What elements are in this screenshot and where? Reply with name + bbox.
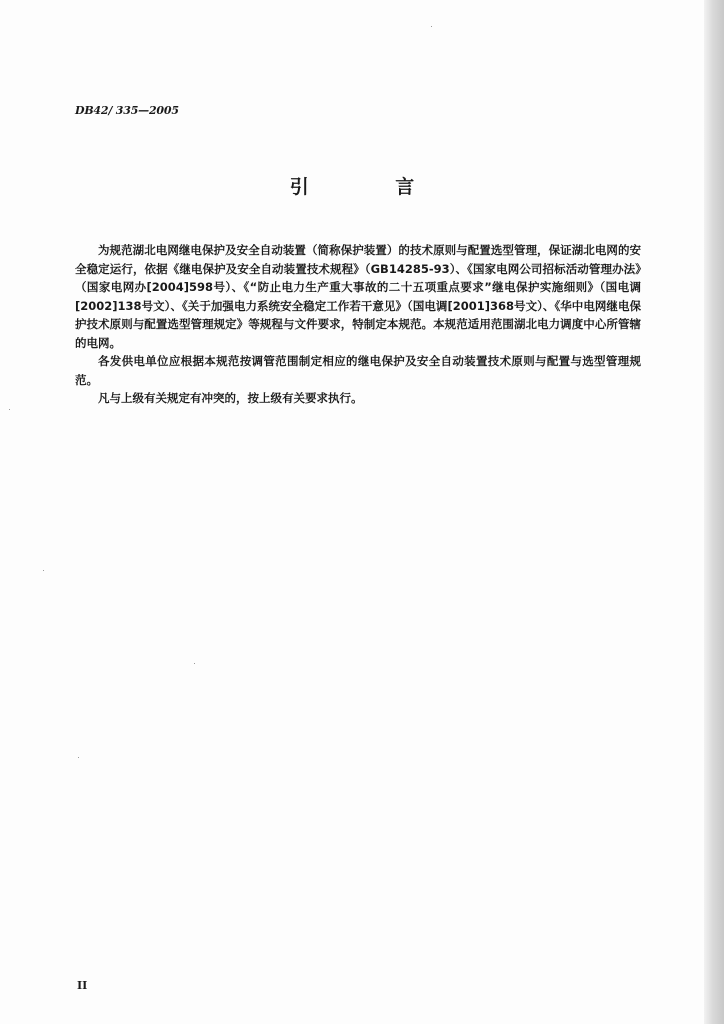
- paragraph-3: 凡与上级有关规定有冲突的，按上级有关要求执行。: [98, 391, 363, 405]
- scan-speck: [78, 757, 79, 758]
- scan-speck: [43, 570, 44, 571]
- page-title: 引 言: [289, 176, 455, 198]
- scan-speck: [9, 409, 10, 410]
- page-number: II: [77, 979, 88, 992]
- paragraph-2: 各发供电单位应根据本规范按调管范围制定相应的继电保护及安全自动装置技术原则与配置与选型管理规范。: [75, 354, 641, 387]
- body-text: [75, 241, 641, 408]
- scan-speck: [194, 663, 195, 664]
- document-code: DB42/ 335—2005: [75, 104, 179, 117]
- scan-speck: [431, 26, 432, 27]
- page-edge-shadow: [704, 0, 724, 1024]
- paragraph-1: 为规范湖北电网继电保护及安全自动装置（简称保护装置）的技术原则与配置选型管理，保证湖北电网的安全稳定运行，依据《继电保护及安全自动装置技术规程》（GB14285-93）、《国家电网公司招标活动管理办法》（国家电网办[2004]598号）、《“防止电力生产重大事故的二十五项重点要求”继电保护实施细则》（国电调[2002]138号文）、《关于加强电力系统安全稳定工作若干意见》（国电调[2001]368号文）、《华中电网继电保护技术原则与配置选型管理规定》等规程与文件要求，特制定本规范。本规范适用范围湖北电力调度中心所管辖的电网。: [75, 243, 641, 350]
